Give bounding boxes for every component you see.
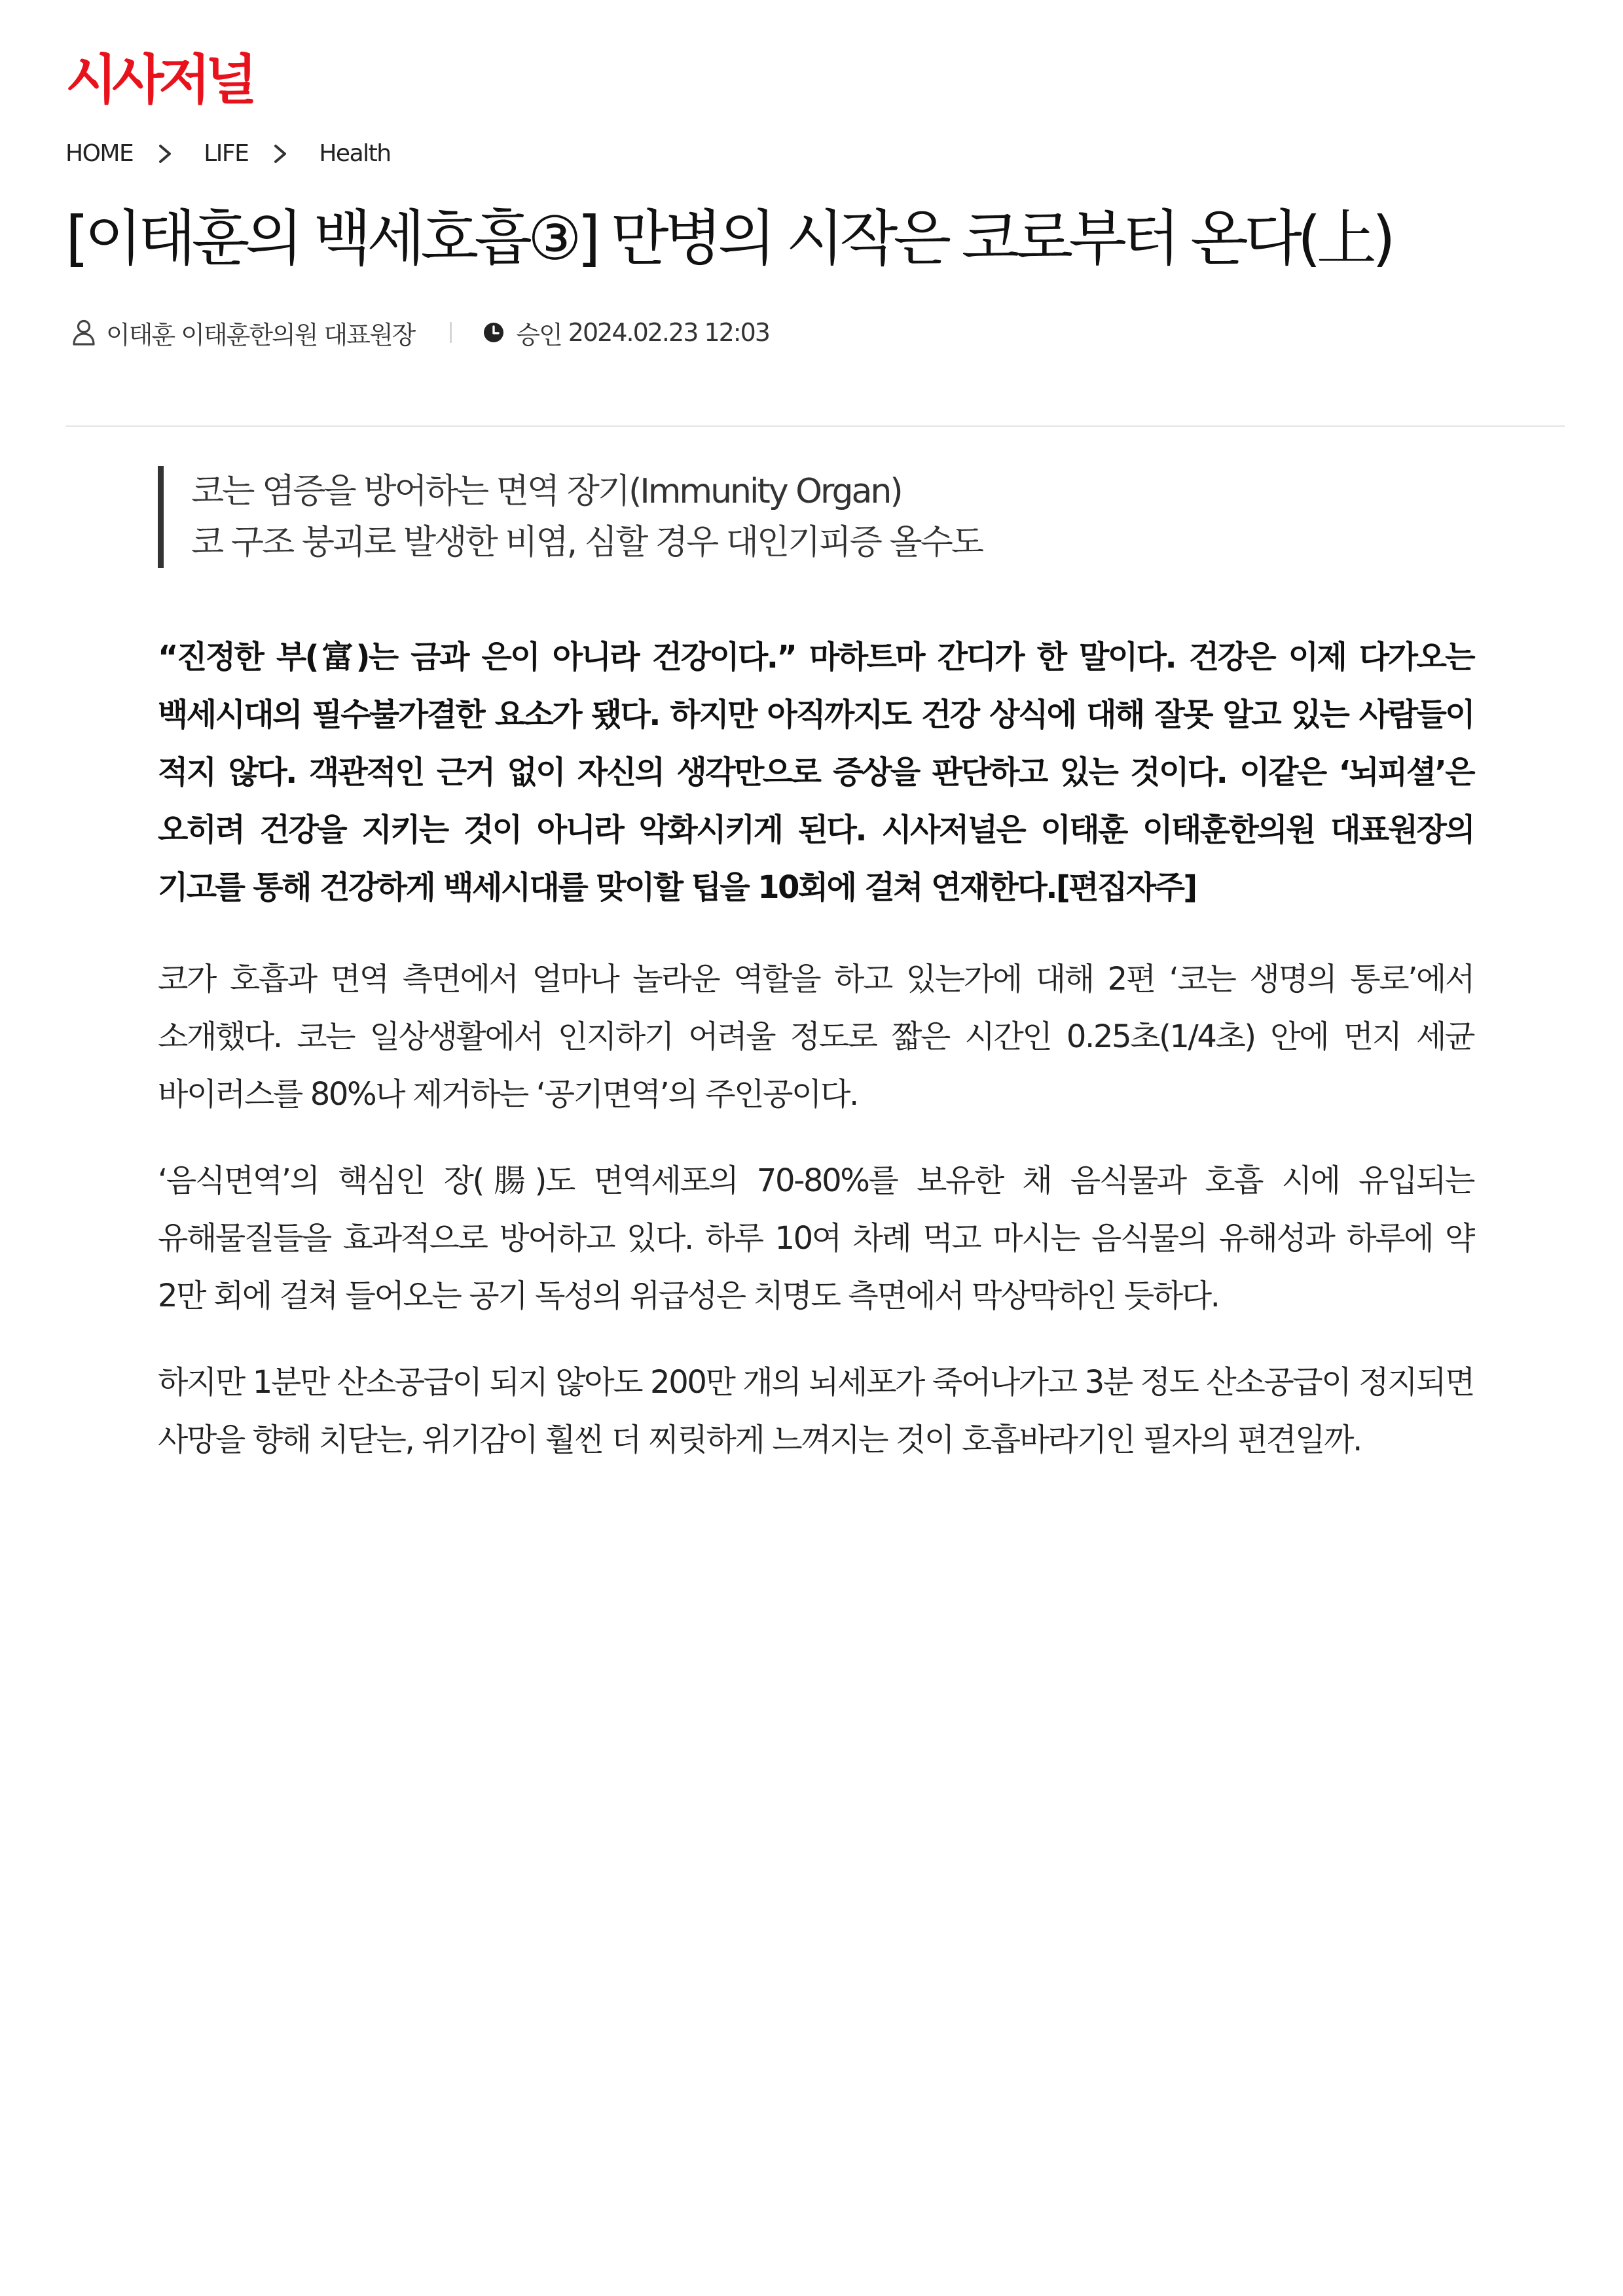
article-headline: [이태훈의 백세호흡③] 만병의 시작은 코로부터 온다(上) [65,204,1391,274]
site-logo-text: 시사저널 [65,49,252,111]
byline-separator [450,322,452,343]
breadcrumb-health[interactable]: Health [319,140,391,167]
site-logo[interactable] [65,51,252,110]
subheading: 코 구조 붕괴로 발생한 비염, 심할 경우 대인기피증 올수도 [191,523,983,562]
user-icon [71,318,97,347]
article-byline [71,313,769,352]
article-body [158,628,1474,1498]
chevron-right-icon [268,137,294,170]
article-paragraph: 하지만 1분만 산소공급이 되지 않아도 200만 개의 뇌세포가 죽어나가고 3분 정도 산소공급이 정지되면 사망을 향해 치닫는, 위기감이 훨씬 더 찌릿하게 느껴지는 것이 호흡바라기인 필자의 편견일까. [158,1364,1474,1458]
approved-datetime: 2024.02.23 12:03 [568,318,769,347]
chevron-right-icon [153,137,179,170]
approved-label: 승인 [516,320,562,350]
clock-icon [481,318,507,347]
breadcrumb-life[interactable]: LIFE [204,140,249,167]
breadcrumb [65,137,391,170]
subheading: 코는 염증을 방어하는 면역 장기(Immunity Organ) [191,472,902,511]
header-divider [65,425,1565,427]
article-lead: “진정한 부(富)는 금과 은이 아니라 건강이다.” 마하트마 간디가 한 말이다. 건강은 이제 다가오는 백세시대의 필수불가결한 요소가 됐다. 하지만 아직까지도 건강 상식에 대해 잘못 알고 있는 사람들이 적지 않다. 객관적인 근거 없이 자신의 생각만으로 증상을 판단하고 있는 것이다. 이같은 ‘뇌피셜’은 오히려 건강을 지키는 것이 아니라 악화시키게 된다. 시사저널은 이태훈 이태훈한의원 대표원장의 기고를 통해 건강하게 백세시대를 맞이할 팁을 10회에 걸쳐 연재한다.[편집자주] [158,639,1474,906]
article-paragraph: 코가 호흡과 면역 측면에서 얼마나 놀라운 역할을 하고 있는가에 대해 2편 ‘코는 생명의 통로’에서 소개했다. 코는 일상생활에서 인지하기 어려울 정도로 짧은 시간인 0.25초(1/4초) 안에 먼지 세균 바이러스를 80%나 제거하는 ‘공기면역’의 주인공이다. [158,961,1474,1113]
breadcrumb-home[interactable]: HOME [65,140,134,167]
author-name[interactable]: 이태훈 이태훈한의원 대표원장 [106,320,415,350]
article-subheadings [158,466,1501,568]
article-paragraph: ‘음식면역’의 핵심인 장(腸)도 면역세포의 70-80%를 보유한 채 음식물과 호흡 시에 유입되는 유해물질들을 효과적으로 방어하고 있다. 하루 10여 차례 먹고 마시는 음식물의 유해성과 하루에 약 2만 회에 걸쳐 들어오는 공기 독성의 위급성은 치명도 측면에서 막상막하인 듯하다. [158,1162,1474,1314]
